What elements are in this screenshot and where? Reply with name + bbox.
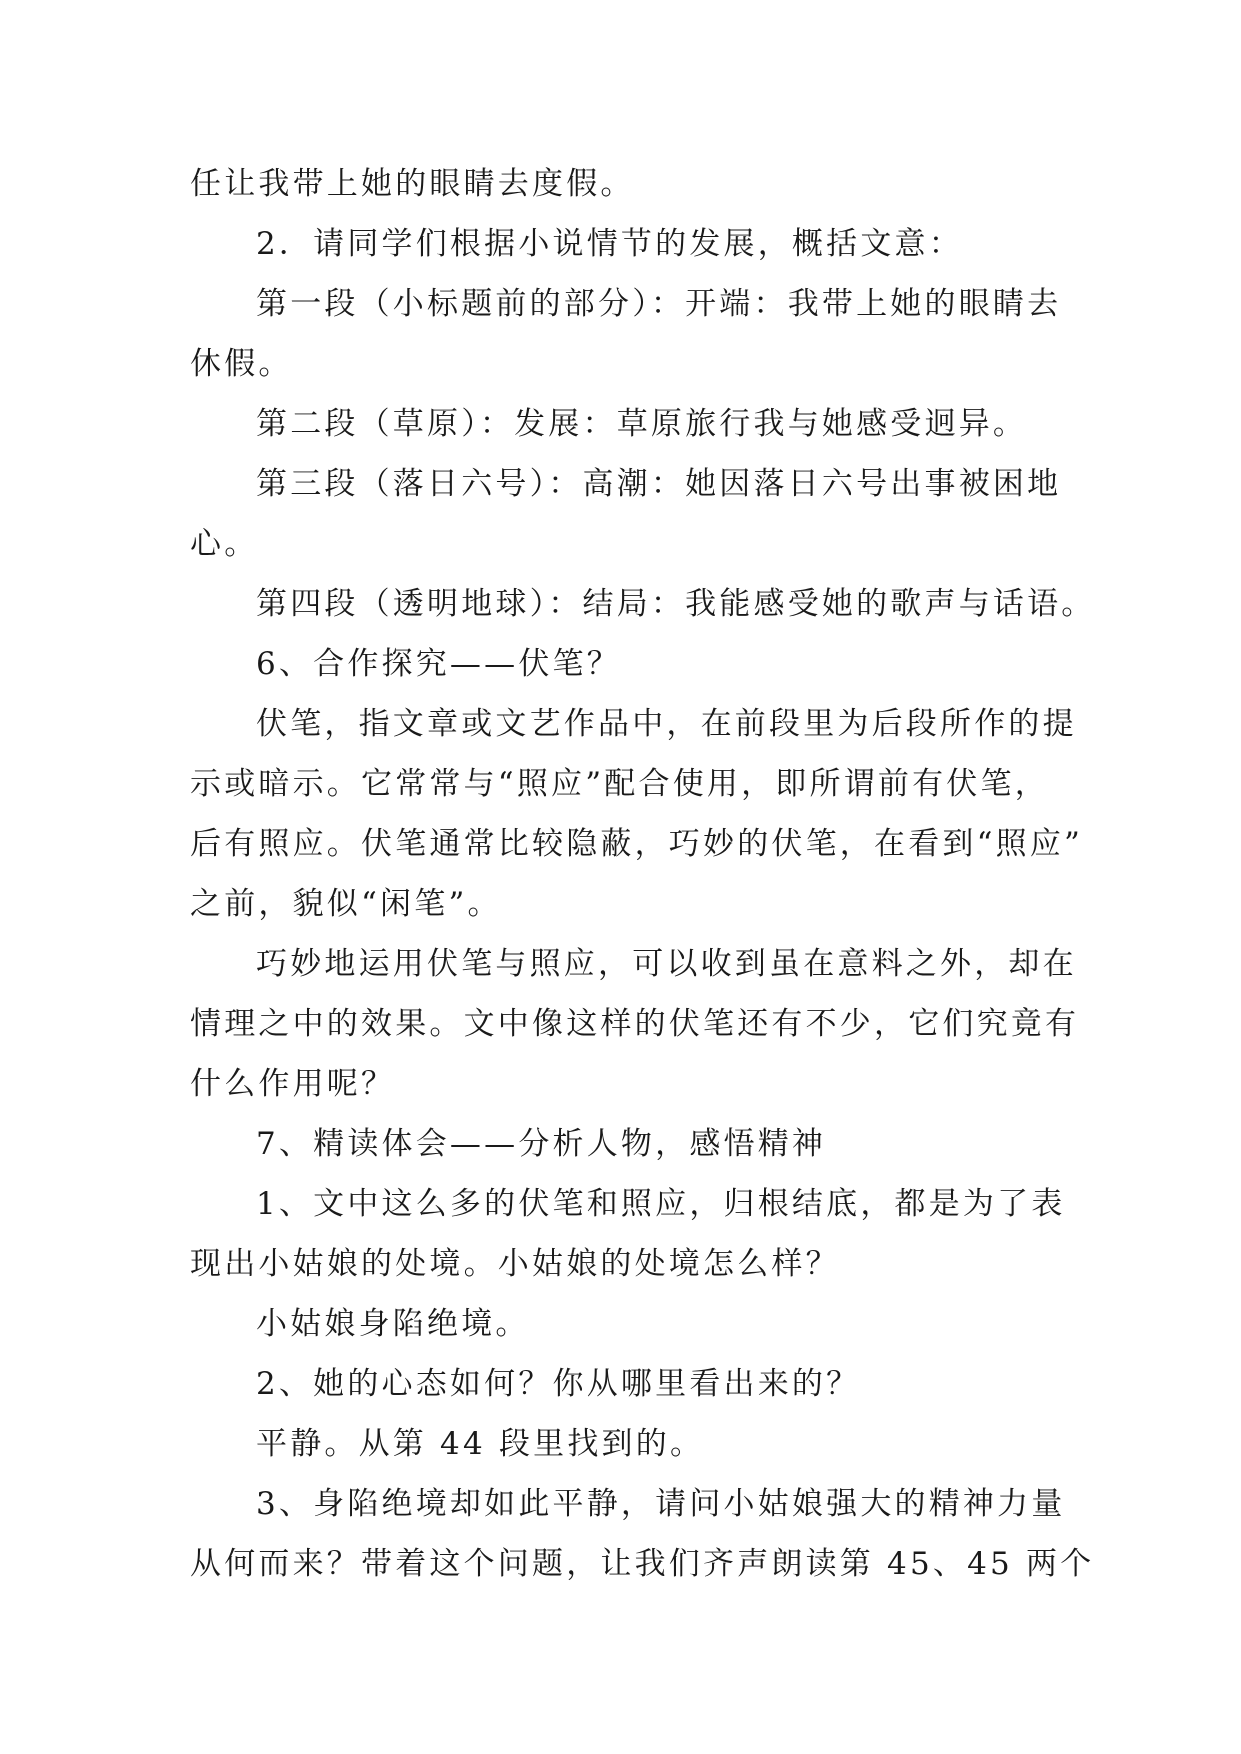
text-line: 之前，貌似“闲笔”。 (190, 886, 502, 922)
text-line: 第三段（落日六号）：高潮：她因落日六号出事被困地 (256, 466, 1062, 502)
text-line: 任让我带上她的眼睛去度假。 (190, 166, 635, 202)
document-body (190, 154, 1096, 1594)
text-line: 小姑娘身陷绝境。 (256, 1306, 530, 1342)
text-line: 示或暗示。它常常与“照应”配合使用，即所谓前有伏笔， (190, 766, 1049, 802)
text-line: 6、合作探究——伏笔？ (256, 646, 621, 682)
text-line: 第二段（草原）：发展：草原旅行我与她感受迥异。 (256, 406, 1028, 442)
text-line: 后有照应。伏笔通常比较隐蔽，巧妙的伏笔，在看到“照应” (190, 826, 1084, 862)
text-line: 2．请同学们根据小说情节的发展，概括文意： (256, 226, 963, 262)
text-line: 1、文中这么多的伏笔和照应，归根结底，都是为了表 (256, 1186, 1066, 1222)
text-line: 平静。从第 44 段里找到的。 (256, 1426, 705, 1462)
text-line: 3、身陷绝境却如此平静，请问小姑娘强大的精神力量 (256, 1486, 1066, 1522)
text-line: 休假。 (190, 346, 293, 382)
text-line: 现出小姑娘的处境。小姑娘的处境怎么样？ (190, 1246, 840, 1282)
text-line: 什么作用呢？ (190, 1066, 396, 1102)
text-line: 第四段（透明地球）：结局：我能感受她的歌声与话语。 (256, 586, 1096, 622)
text-line: 心。 (190, 526, 259, 562)
text-line: 情理之中的效果。文中像这样的伏笔还有不少，它们究竟有 (190, 1006, 1080, 1042)
text-line: 从何而来？带着这个问题，让我们齐声朗读第 45、45 两个 (190, 1546, 1095, 1582)
text-line: 7、精读体会——分析人物，感悟精神 (256, 1126, 827, 1162)
text-line: 第一段（小标题前的部分）：开端：我带上她的眼睛去 (256, 286, 1062, 322)
text-line: 伏笔，指文章或文艺作品中，在前段里为后段所作的提 (256, 706, 1077, 742)
text-line: 巧妙地运用伏笔与照应，可以收到虽在意料之外，却在 (256, 946, 1077, 982)
text-line: 2、她的心态如何？你从哪里看出来的？ (256, 1366, 861, 1402)
